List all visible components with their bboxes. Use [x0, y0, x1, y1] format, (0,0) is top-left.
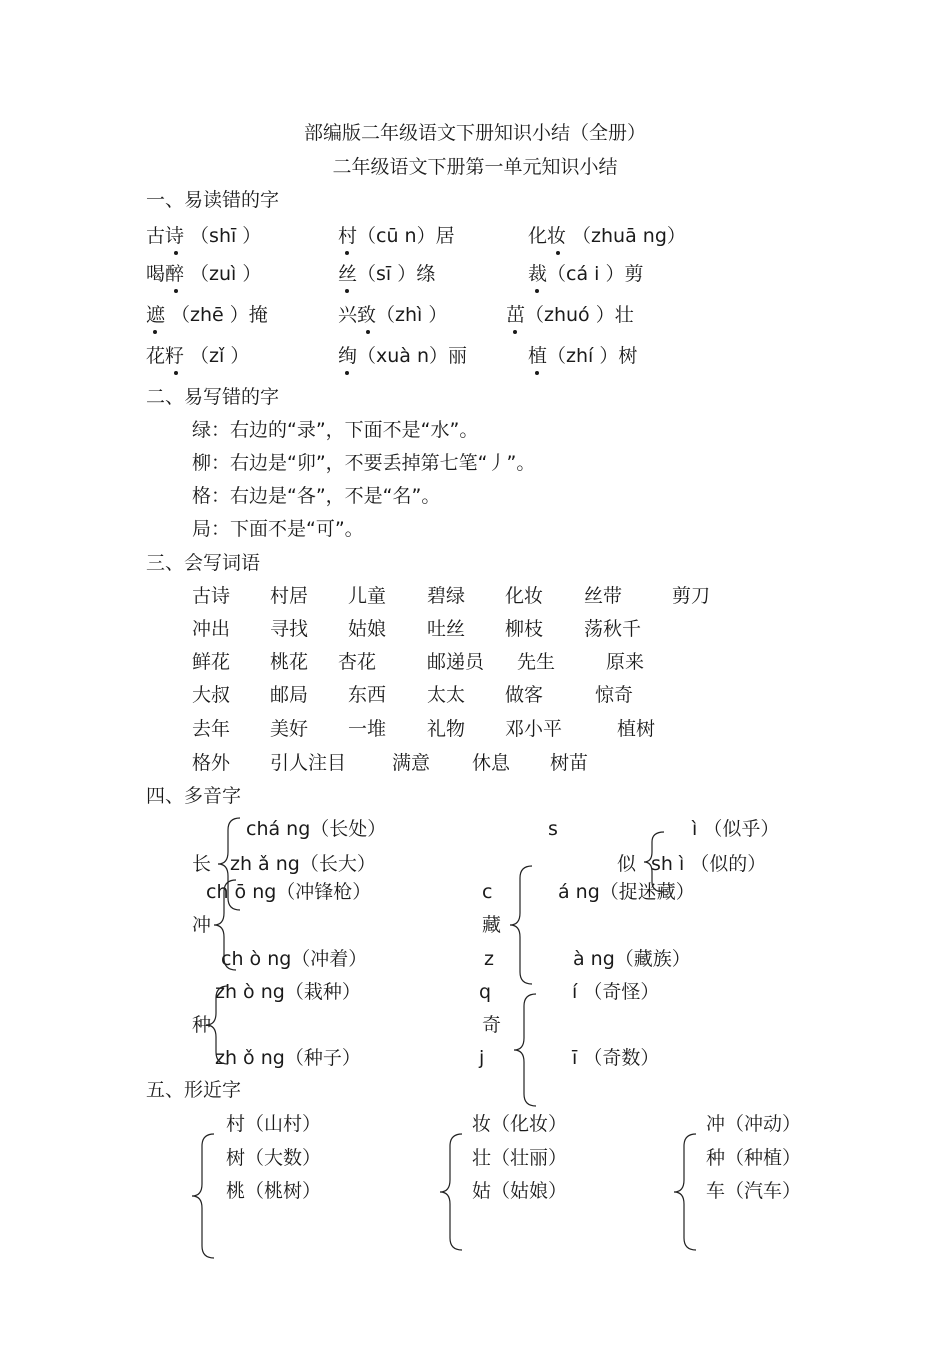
pronunciation: ch ō ng（冲锋枪）: [206, 881, 372, 903]
pronunciation: à ng（藏族）: [573, 948, 691, 970]
brace-group-1: [192, 1134, 214, 1258]
pronunciation: sh ì （似的）: [651, 853, 767, 875]
similar-char: 壮（壮丽）: [472, 1147, 568, 1169]
text-line: 格：右边是“各”，不是“名”。: [192, 485, 441, 507]
vocab-word: 柳枝: [505, 618, 544, 640]
polyphone-char: 藏: [482, 914, 502, 936]
brace-group-2: [440, 1134, 462, 1250]
vocab-word: 剪刀: [672, 585, 711, 607]
page-subtitle: 二年级语文下册第一单元知识小结: [332, 156, 618, 178]
similar-char: 冲（冲动）: [706, 1113, 802, 1135]
pinyin-item: 兴致（zhì ）: [338, 304, 448, 326]
pronunciation: ī （奇数）: [572, 1047, 660, 1069]
pronunciation: ch ò ng（冲着）: [221, 948, 368, 970]
vocab-word: 村居: [270, 585, 309, 607]
similar-char: 妆（化妆）: [472, 1113, 568, 1135]
pinyin-item: 喝醉 （zuì ）: [146, 263, 262, 285]
brace-qi: [514, 994, 536, 1106]
brace-chong: [214, 880, 236, 970]
pronunciation: j: [479, 1047, 485, 1069]
vocab-word: 丝带: [584, 585, 623, 607]
similar-char: 车（汽车）: [706, 1180, 802, 1202]
vocab-word: 碧绿: [427, 585, 466, 607]
vocab-word: 吐丝: [427, 618, 466, 640]
vocab-word: 姑娘: [348, 618, 387, 640]
page-title: 部编版二年级语文下册知识小结（全册）: [303, 122, 646, 144]
pinyin-item: 化妆 （zhuā ng）: [528, 225, 686, 247]
pinyin-item: 茁（zhuó ）壮: [506, 304, 634, 326]
similar-char: 村（山村）: [226, 1113, 322, 1135]
vocab-word: 东西: [348, 684, 387, 706]
polyphone-char: 种: [192, 1014, 212, 1036]
vocab-word: 邓小平: [505, 718, 563, 740]
vocab-word: 满意: [392, 752, 431, 774]
section-heading: 四、多音字: [146, 785, 242, 807]
pronunciation: zh ǒ ng（种子）: [215, 1047, 361, 1069]
vocab-word: 去年: [192, 718, 231, 740]
brace-chang: [218, 818, 240, 910]
pinyin-item: 遮 （zhē ）掩: [146, 304, 268, 326]
section-heading: 三、会写词语: [146, 552, 261, 574]
vocab-word: 树苗: [550, 752, 589, 774]
vocab-word: 休息: [472, 752, 511, 774]
similar-char: 种（种植）: [706, 1147, 802, 1169]
pinyin-item: 绚（xuà n）丽: [338, 345, 468, 367]
vocab-word: 鲜花: [192, 651, 231, 673]
vocab-word: 引人注目: [270, 752, 347, 774]
vocab-word: 古诗: [192, 585, 231, 607]
pronunciation: zh ǎ ng（长大）: [230, 853, 376, 875]
pinyin-item: 花籽 （zǐ ）: [146, 345, 250, 367]
similar-char: 桃（桃树）: [226, 1180, 322, 1202]
similar-char: 树（大数）: [226, 1147, 322, 1169]
pinyin-item: 植（zhí ）树: [528, 345, 638, 367]
vocab-word: 原来: [606, 651, 645, 673]
vocab-word: 惊奇: [595, 684, 634, 706]
polyphone-char: 长: [192, 853, 212, 875]
vocab-word: 做客: [505, 684, 544, 706]
pronunciation: ì （似乎）: [692, 818, 780, 840]
brace-cang: [510, 866, 532, 984]
vocab-word: 一堆: [348, 718, 387, 740]
pronunciation: zh ò ng（栽种）: [215, 981, 361, 1003]
pinyin-item: 古诗 （shī ）: [146, 225, 262, 247]
pronunciation: í （奇怪）: [572, 981, 660, 1003]
vocab-word: 美好: [270, 718, 309, 740]
vocab-word: 冲出: [192, 618, 231, 640]
brace-zhong: [206, 986, 228, 1064]
section-heading: 二、易写错的字: [146, 386, 280, 408]
vocab-word: 邮递员: [427, 651, 485, 673]
text-line: 柳：右边是“卯”，不要丢掉第七笔“丿”。: [192, 452, 536, 474]
vocab-word: 格外: [192, 752, 231, 774]
pronunciation: chá ng（长处）: [246, 818, 387, 840]
vocab-word: 荡秋千: [584, 618, 642, 640]
pronunciation: q: [479, 981, 492, 1003]
polyphone-char: 冲: [192, 914, 212, 936]
vocab-word: 植树: [617, 718, 656, 740]
pronunciation: s: [548, 818, 558, 840]
pronunciation: c: [482, 881, 493, 903]
polyphone-char: 似: [617, 853, 637, 875]
pinyin-item: 村（cū n）居: [338, 225, 455, 247]
vocab-word: 邮局: [270, 684, 309, 706]
vocab-word: 礼物: [427, 718, 466, 740]
section-heading: 一、易读错的字: [146, 189, 280, 211]
section-heading: 五、形近字: [146, 1079, 242, 1101]
vocab-word: 化妆: [505, 585, 544, 607]
vocab-word: 先生: [517, 651, 556, 673]
pinyin-item: 丝（sī ）绦: [338, 263, 436, 285]
text-line: 绿：右边的“录”，下面不是“水”。: [192, 419, 479, 441]
text-line: 局：下面不是“可”。: [192, 518, 364, 540]
pinyin-item: 裁（cá i ）剪: [528, 263, 644, 285]
pronunciation: á ng（捉迷藏）: [558, 881, 695, 903]
pronunciation: z: [484, 948, 494, 970]
vocab-word: 桃花: [270, 651, 309, 673]
brace-si: [644, 832, 664, 892]
similar-char: 姑（姑娘）: [472, 1180, 568, 1202]
vocab-word: 儿童: [348, 585, 387, 607]
vocab-word: 杏花: [338, 651, 377, 673]
vocab-word: 大叔: [192, 684, 231, 706]
brace-group-3: [674, 1134, 696, 1250]
polyphone-char: 奇: [482, 1014, 502, 1036]
vocab-word: 太太: [427, 684, 466, 706]
vocab-word: 寻找: [270, 618, 309, 640]
